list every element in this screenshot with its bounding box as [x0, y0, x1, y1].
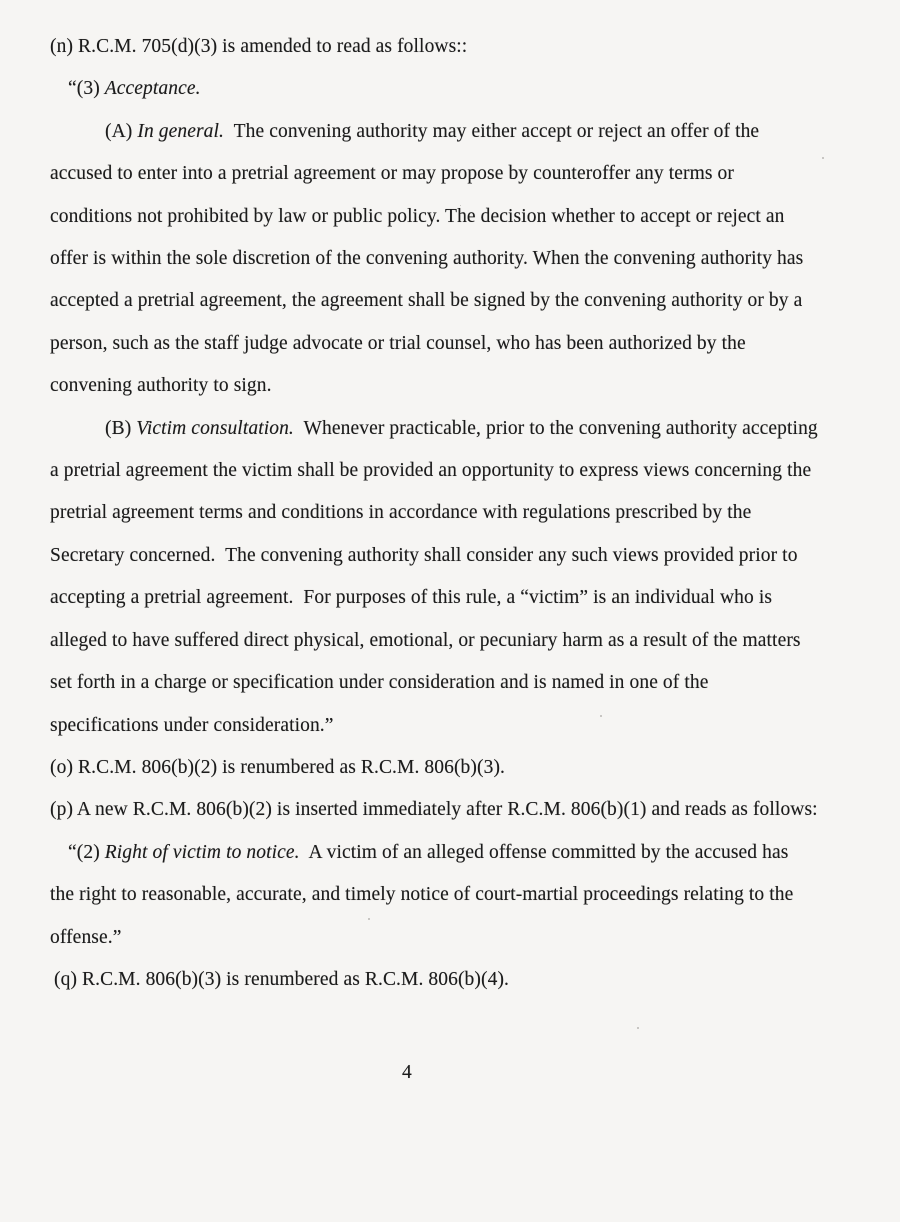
- text-segment: (n) R.C.M. 705(d)(3) is amended to read as follows::: [50, 36, 468, 57]
- text-line: [50, 535, 860, 577]
- text-segment: accused to enter into a pretrial agreement or may propose by counteroffer any terms or: [50, 163, 734, 185]
- text-line: [50, 280, 860, 322]
- text-line: [50, 68, 860, 110]
- text-line: [50, 196, 860, 238]
- text-segment: Whenever practicable, prior to the convening authority accepting: [293, 417, 818, 439]
- text-segment: (q) R.C.M. 806(b)(3) is renumbered as R.C.M. 806(b)(4).: [54, 968, 510, 990]
- text-segment: (B): [105, 417, 137, 439]
- scan-speckle: [368, 918, 370, 920]
- page-number: 4: [402, 1062, 412, 1083]
- text-line: [50, 832, 860, 874]
- scan-speckle: [600, 715, 602, 717]
- text-segment: conditions not prohibited by law or public policy. The decision whether to accept or reject an: [50, 205, 785, 227]
- text-line: [50, 323, 860, 365]
- text-segment: set forth in a charge or specification under consideration and is named in one of the: [50, 672, 709, 694]
- text-segment: accepting a pretrial agreement. For purposes of this rule, a “victim” is an individual who is: [50, 587, 773, 609]
- scan-speckle: [637, 1027, 639, 1029]
- text-segment: pretrial agreement terms and conditions in accordance with regulations prescribed by the: [50, 502, 752, 524]
- scan-speckle: [822, 157, 824, 159]
- text-line: [50, 789, 860, 831]
- text-line: [50, 26, 860, 68]
- italic-text: Victim consultation.: [136, 417, 294, 439]
- italic-text: Right of victim to notice.: [104, 841, 300, 863]
- text-line: [50, 705, 860, 747]
- text-segment: convening authority to sign.: [50, 375, 272, 397]
- text-segment: “(3): [68, 78, 105, 100]
- text-segment: a pretrial agreement the victim shall be provided an opportunity to express views concerning the: [50, 460, 812, 482]
- text-segment: (A): [105, 120, 138, 142]
- text-line: [50, 959, 860, 1001]
- text-segment: offer is within the sole discretion of the convening authority. When the convening authority has: [50, 248, 804, 270]
- text-segment: (p) A new R.C.M. 806(b)(2) is inserted immediately after R.C.M. 806(b)(1) and reads as follows:: [50, 799, 818, 821]
- text-line: [50, 450, 860, 492]
- text-line: [50, 238, 860, 280]
- text-line: [50, 408, 860, 450]
- text-line: [50, 577, 860, 619]
- italic-text: In general.: [137, 120, 225, 142]
- text-line: [50, 917, 860, 959]
- text-segment: the right to reasonable, accurate, and timely notice of court-martial proceedings relating to the: [50, 884, 794, 906]
- text-segment: person, such as the staff judge advocate or trial counsel, who has been authorized by the: [50, 332, 746, 354]
- text-segment: offense.”: [50, 926, 122, 948]
- text-line: [50, 153, 860, 195]
- text-segment: specifications under consideration.”: [50, 714, 334, 736]
- document-body: [50, 26, 860, 1001]
- text-line: [50, 111, 860, 153]
- text-line: [50, 365, 860, 407]
- text-segment: A victim of an alleged offense committed by the accused has: [299, 841, 789, 863]
- text-segment: The convening authority may either accept or reject an offer of the: [224, 120, 760, 142]
- text-line: [50, 620, 860, 662]
- text-line: [50, 662, 860, 704]
- text-segment: alleged to have suffered direct physical, emotional, or pecuniary harm as a result of the matters: [50, 629, 801, 651]
- text-segment: (o) R.C.M. 806(b)(2) is renumbered as R.C.M. 806(b)(3).: [50, 756, 506, 778]
- text-segment: Secretary concerned. The convening authority shall consider any such views provided prior to: [50, 544, 798, 566]
- text-line: [50, 874, 860, 916]
- text-line: [50, 492, 860, 534]
- text-segment: accepted a pretrial agreement, the agreement shall be signed by the convening authority or by a: [50, 290, 803, 312]
- text-line: [50, 747, 860, 789]
- italic-text: Acceptance.: [104, 78, 201, 100]
- scan-speckle: [460, 205, 461, 206]
- text-segment: “(2): [68, 841, 105, 863]
